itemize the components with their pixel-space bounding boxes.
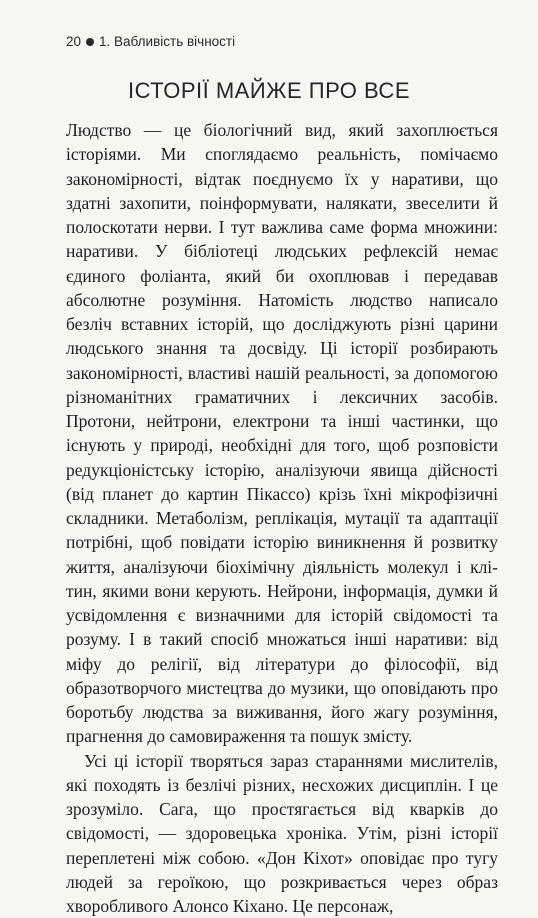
paragraph-1: Людство — це біологічний вид, який захоплюється історіями. Ми споглядаємо реальність, помічаємо закономірності, відтак поєднуємо їх у наративи, що здатні захопити, поінформувати, налякати, звеселити й полоскотати нерви. І тут важлива саме форма множини: наративи. У бібліотеці людських рефлексій немає єдиного фоліанта, який би охоплював і передавав абсолютне розуміння. Натомість людство написало безліч вставних історій, що досліджують різні царини людського знання та досвіду. Ці історії розбирають закономірності, властиві нашій реальності, за допомогою різноманітних граматичних і лексичних засобів. Протони, нейтрони, електрони та інші частинки, що існують у природі, необхідні для того, щоб розповісти редукціоністську історію, аналізуючи явища дійсності (від планет до картин Пікассо) крізь їхні мікрофізичні складники. Метаболізм, реплікація, мутації та адаптації потрібні, щоб повідати історію виникнення й розвитку життя, аналізуючи біохімічну діяльність молекул і клітин, якими вони керують. Нейрони, інформація, думки й усвідомлення є визначними для історій свідомості та розуму. І в такий спосіб множаться інші наративи: від міфу до релігії, від літератури до філософії, від образотворчого мистецтва до музики, що оповідають про боротьбу людства за виживання, його жагу розуміння, прагнення до самовираження та пошук змісту. — [66, 118, 498, 749]
running-head — [66, 34, 235, 49]
section-title: ІСТОРІЇ МАЙЖЕ ПРО ВСЕ — [0, 78, 538, 104]
chapter-title: 1. Вабливість вічності — [99, 34, 235, 49]
body-text — [66, 118, 498, 918]
paragraph-2: Усі ці історії творяться зараз стараннями мислителів, які походять із безлічі різних, несхожих дисциплін. І це зрозуміло. Сага, що простягається від кварків до свідомості, — здоровецька хроніка. Утім, різні історії переплетені між собою. «Дон Кіхот» оповідає про тугу людей за героїкою, що розкривається через образ хворобливого Алонсо Кіхано. Це персонаж, — [66, 749, 498, 918]
bullet-icon — [86, 38, 94, 46]
page-number: 20 — [66, 34, 81, 49]
